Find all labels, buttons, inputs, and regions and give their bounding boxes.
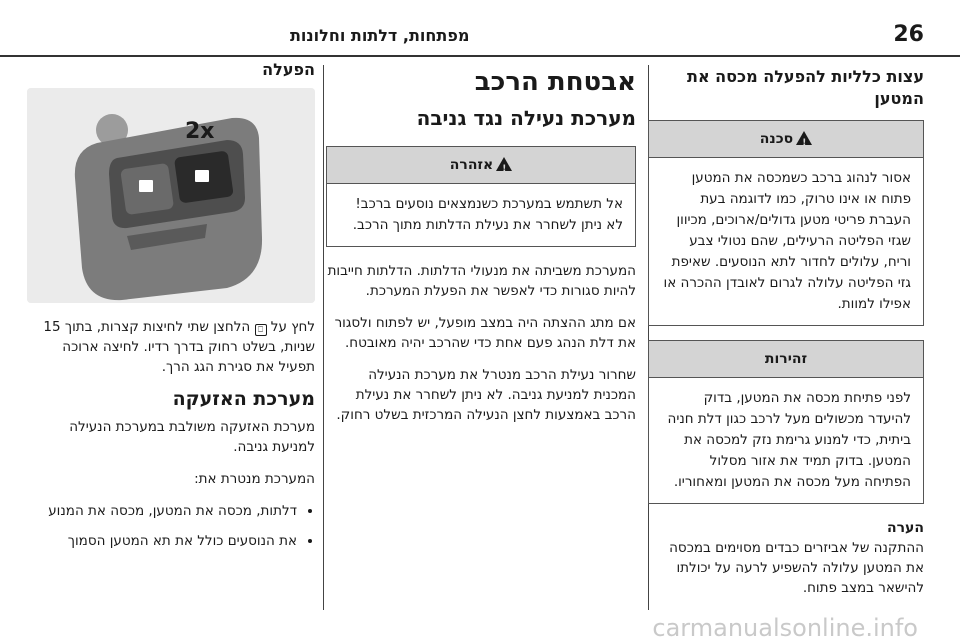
warning-box-body: אל תשתמש במערכת כשנמצאים נוסעים ברכב! לא ניתן לשחרר את נעילת הדלתות מתוך הרכב.	[352, 196, 623, 233]
warning-box-title: אזהרה	[449, 157, 494, 173]
caution-box-header: זהירות	[649, 341, 923, 378]
paragraph: המערכת משביתה את מנעולי הדלתות. הדלתות חייבות להיות סגורות כדי לאפשר את הפעלת המערכת.	[327, 263, 636, 299]
danger-box-body: אסור לנהוג ברכב כשמכסה את המטען פתוח או אינו טרוק, כמו לדוגמה בעת העברת פריטי מטען גדולים/ארוכים, מכיוון שגזי הפליטה הרעילים, שהם נטולי צבע וריח, עלולים לחדור לתא הנוסעים. שאיפת גזי הפליטה עלולה לגרום לאובדן ההכרה או אפילו למוות.	[663, 170, 911, 312]
list-item: • דלתות, מכסה את המטען, מכסה את המנוע	[25, 501, 297, 521]
section-title: אבטחת הרכב	[474, 67, 636, 97]
paragraph	[25, 317, 315, 377]
column-divider	[323, 65, 324, 610]
warning-box-header	[327, 147, 635, 184]
paragraph: אם מתג ההצתה היה במצב מופעל, יש לפתוח ולסגור את דלת הנהג פעם אחת כדי שהרכב יהיה מאובטח.	[334, 315, 636, 351]
note-label: הערה	[887, 520, 924, 536]
chapter-title: מפתחות, דלתות וחלונות	[290, 26, 470, 45]
page-number: 26	[893, 22, 924, 47]
note-body: ההתקנה של אביזרים כבדים מסוימים במכסה את המטען עלולה להשפיע לרעה על יכולתו להישאר במצב פתוח.	[669, 540, 924, 596]
section-heading: הפעלה	[262, 60, 315, 79]
key-fob-icon	[27, 88, 315, 303]
danger-box-header	[649, 121, 923, 158]
column-left	[25, 60, 315, 561]
list-item: • את הנוסעים כולל את תא המטען הסמוך	[25, 531, 297, 551]
caution-box	[648, 340, 924, 504]
warning-box	[326, 146, 636, 247]
caution-box-body: לפני פתיחת מכסה את המטען, בדוק להיעדר מכשולים מעל לרכב כגון דלת חניה ביתית, כדי למנוע גרימת נזק למכסה את המטען. בדוק תמיד את אזור מסלול הפתיחה מעל מכסה את המטען ומאחוריו.	[667, 390, 911, 490]
key-fob-figure	[27, 88, 315, 303]
alarm-intro: מערכת האזעקה משולבת במערכת הנעילה למניעת גניבה.	[69, 419, 315, 455]
monitor-list	[25, 501, 315, 551]
warning-triangle-icon	[796, 131, 812, 145]
danger-box	[648, 120, 924, 326]
danger-box-title: סכנה	[759, 131, 794, 147]
paragraph: שחרור נעילת הרכב מנטרל את מערכת הנעילה המכנית למניעת גניבה. לא ניתן לשחרר את נעילת הרכב באמצעות לחצן הנעילה המרכזית בשלט רחוק.	[336, 367, 636, 423]
column-middle	[326, 60, 636, 437]
column-right	[648, 60, 924, 610]
section-heading: עצות כלליות להפעלה מכסה את המטען	[687, 67, 924, 108]
paragraph-start: לחץ על	[270, 319, 315, 335]
monitors-label: המערכת מנטרת את:	[194, 471, 315, 487]
watermark-text: carmanualsonline.info	[652, 614, 918, 642]
figure-label: 2x	[185, 119, 215, 144]
warning-triangle-icon	[496, 157, 512, 171]
alarm-heading: מערכת האזעקה	[172, 388, 315, 410]
section-subtitle: מערכת נעילה נגד גניבה	[416, 106, 636, 130]
page-header	[0, 0, 960, 56]
watermark	[0, 612, 960, 642]
header-rule	[0, 55, 960, 57]
unlock-button-icon: ⎕	[255, 324, 267, 336]
paragraph-end: הלחצן שתי לחיצות קצרות, בתוך 15 שניות, בשלט רחוק בדרך רדיו. לחיצה ארוכה תפעיל את סגירת הגג הרך.	[43, 319, 315, 375]
